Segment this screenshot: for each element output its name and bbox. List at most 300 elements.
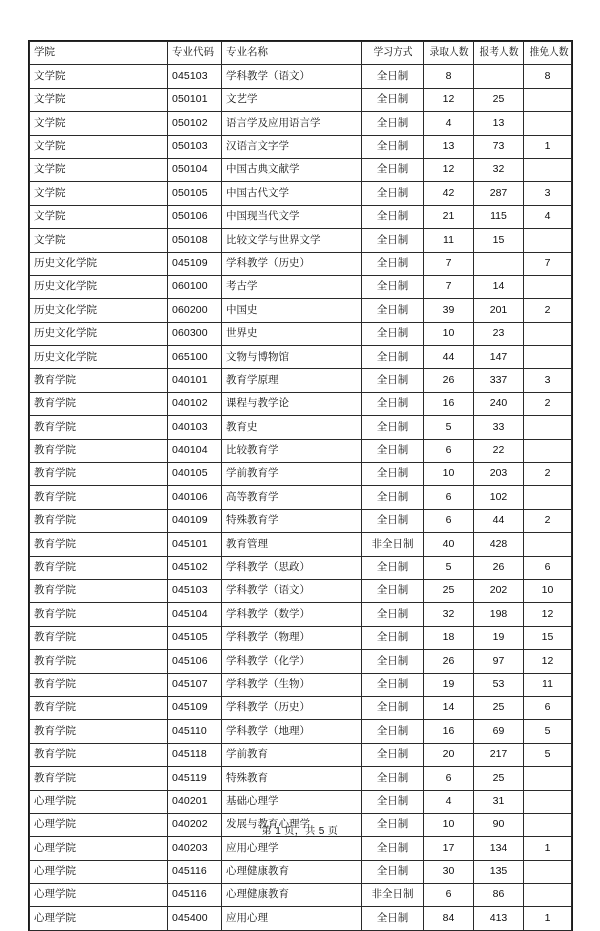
cell-exempt: 2: [524, 299, 572, 322]
admissions-table: [29, 41, 572, 931]
cell-mode: 全日制: [362, 626, 424, 649]
admissions-table-container: [29, 41, 571, 931]
cell-admit: 44: [424, 346, 474, 369]
cell-apply: 115: [474, 205, 524, 228]
cell-name: 心理健康教育: [222, 884, 362, 907]
cell-college: 教育学院: [30, 463, 168, 486]
table-row: [30, 369, 572, 392]
cell-apply: 337: [474, 369, 524, 392]
cell-apply: 25: [474, 88, 524, 111]
cell-college: 文学院: [30, 135, 168, 158]
cell-mode: 全日制: [362, 416, 424, 439]
cell-name: 中国史: [222, 299, 362, 322]
cell-admit: 7: [424, 252, 474, 275]
cell-apply: 134: [474, 837, 524, 860]
column-header-admitted-count-label: 录取人数: [429, 46, 469, 59]
cell-name: 比较文学与世界文学: [222, 229, 362, 252]
cell-admit: 6: [424, 486, 474, 509]
cell-mode: 全日制: [362, 392, 424, 415]
cell-apply: 26: [474, 556, 524, 579]
cell-exempt: 4: [524, 205, 572, 228]
table-row: [30, 229, 572, 252]
table-header-row: [30, 42, 572, 65]
cell-code: 045116: [168, 860, 222, 883]
cell-code: 045109: [168, 696, 222, 719]
cell-admit: 8: [424, 65, 474, 88]
cell-code: 050101: [168, 88, 222, 111]
cell-admit: 10: [424, 322, 474, 345]
cell-code: 045103: [168, 65, 222, 88]
cell-college: 教育学院: [30, 696, 168, 719]
cell-admit: 6: [424, 509, 474, 532]
cell-mode: 全日制: [362, 650, 424, 673]
table-row: [30, 790, 572, 813]
column-header-study-mode: [362, 42, 424, 65]
table-row: [30, 860, 572, 883]
table-row: [30, 88, 572, 111]
cell-exempt: [524, 112, 572, 135]
cell-admit: 10: [424, 813, 474, 836]
cell-code: 060200: [168, 299, 222, 322]
cell-college: 教育学院: [30, 369, 168, 392]
cell-apply: 202: [474, 579, 524, 602]
cell-name: 发展与教育心理学: [222, 813, 362, 836]
cell-exempt: 2: [524, 509, 572, 532]
table-row: [30, 346, 572, 369]
cell-admit: 18: [424, 626, 474, 649]
table-row: [30, 720, 572, 743]
cell-code: 050106: [168, 205, 222, 228]
table-row: [30, 696, 572, 719]
cell-mode: 全日制: [362, 158, 424, 181]
cell-college: 历史文化学院: [30, 299, 168, 322]
cell-code: 060100: [168, 275, 222, 298]
cell-code: 040202: [168, 813, 222, 836]
cell-college: 文学院: [30, 88, 168, 111]
cell-apply: 203: [474, 463, 524, 486]
column-header-applicant-count-label: 报考人数: [479, 46, 519, 59]
cell-admit: 26: [424, 650, 474, 673]
cell-name: 学科教学（语文）: [222, 579, 362, 602]
cell-mode: 全日制: [362, 696, 424, 719]
cell-admit: 42: [424, 182, 474, 205]
cell-admit: 12: [424, 158, 474, 181]
table-row: [30, 322, 572, 345]
cell-admit: 39: [424, 299, 474, 322]
cell-apply: [474, 65, 524, 88]
cell-code: 050103: [168, 135, 222, 158]
cell-exempt: [524, 88, 572, 111]
cell-exempt: [524, 790, 572, 813]
cell-exempt: [524, 486, 572, 509]
cell-admit: 13: [424, 135, 474, 158]
cell-mode: 全日制: [362, 837, 424, 860]
cell-mode: 全日制: [362, 299, 424, 322]
table-row: [30, 533, 572, 556]
cell-apply: 287: [474, 182, 524, 205]
cell-code: 040105: [168, 463, 222, 486]
cell-apply: 135: [474, 860, 524, 883]
table-row: [30, 509, 572, 532]
cell-exempt: 3: [524, 369, 572, 392]
cell-mode: 全日制: [362, 205, 424, 228]
cell-name: 学科教学（历史）: [222, 252, 362, 275]
cell-admit: 11: [424, 229, 474, 252]
table-row: [30, 252, 572, 275]
cell-admit: 17: [424, 837, 474, 860]
cell-mode: 全日制: [362, 275, 424, 298]
cell-code: 040103: [168, 416, 222, 439]
cell-code: 045105: [168, 626, 222, 649]
cell-name: 中国现当代文学: [222, 205, 362, 228]
cell-mode: 全日制: [362, 112, 424, 135]
cell-admit: 32: [424, 603, 474, 626]
cell-admit: 12: [424, 88, 474, 111]
cell-admit: 4: [424, 790, 474, 813]
cell-college: 心理学院: [30, 790, 168, 813]
cell-code: 040109: [168, 509, 222, 532]
cell-exempt: 1: [524, 135, 572, 158]
cell-exempt: [524, 275, 572, 298]
cell-code: 050108: [168, 229, 222, 252]
cell-code: 040201: [168, 790, 222, 813]
cell-exempt: [524, 767, 572, 790]
cell-name: 语言学及应用语言学: [222, 112, 362, 135]
cell-college: 教育学院: [30, 579, 168, 602]
cell-code: 040106: [168, 486, 222, 509]
table-row: [30, 182, 572, 205]
cell-college: 教育学院: [30, 650, 168, 673]
cell-exempt: [524, 439, 572, 462]
cell-apply: 198: [474, 603, 524, 626]
cell-mode: 非全日制: [362, 884, 424, 907]
table-row: [30, 907, 572, 930]
cell-name: 学科教学（地理）: [222, 720, 362, 743]
table-row: [30, 743, 572, 766]
cell-mode: 全日制: [362, 439, 424, 462]
table-row: [30, 158, 572, 181]
table-row: [30, 205, 572, 228]
cell-apply: 102: [474, 486, 524, 509]
cell-name: 学科教学（物理）: [222, 626, 362, 649]
cell-college: 教育学院: [30, 626, 168, 649]
cell-name: 世界史: [222, 322, 362, 345]
cell-code: 045107: [168, 673, 222, 696]
cell-apply: 33: [474, 416, 524, 439]
cell-admit: 14: [424, 696, 474, 719]
table-row: [30, 579, 572, 602]
cell-exempt: [524, 322, 572, 345]
cell-college: 心理学院: [30, 837, 168, 860]
cell-apply: 428: [474, 533, 524, 556]
cell-admit: 6: [424, 884, 474, 907]
cell-exempt: 8: [524, 65, 572, 88]
cell-mode: 全日制: [362, 579, 424, 602]
table-row: [30, 65, 572, 88]
cell-mode: 全日制: [362, 65, 424, 88]
column-header-recommended-exempt-count-label: 推免人数: [529, 46, 569, 59]
cell-code: 040104: [168, 439, 222, 462]
cell-mode: 全日制: [362, 767, 424, 790]
cell-code: 045102: [168, 556, 222, 579]
cell-name: 文物与博物馆: [222, 346, 362, 369]
cell-admit: 16: [424, 392, 474, 415]
cell-college: 文学院: [30, 112, 168, 135]
cell-apply: 19: [474, 626, 524, 649]
cell-college: 心理学院: [30, 813, 168, 836]
cell-apply: 201: [474, 299, 524, 322]
cell-college: 文学院: [30, 182, 168, 205]
table-row: [30, 884, 572, 907]
cell-apply: 69: [474, 720, 524, 743]
cell-admit: 7: [424, 275, 474, 298]
cell-apply: [474, 252, 524, 275]
cell-admit: 5: [424, 416, 474, 439]
cell-code: 045104: [168, 603, 222, 626]
cell-name: 特殊教育: [222, 767, 362, 790]
cell-exempt: 12: [524, 650, 572, 673]
table-row: [30, 767, 572, 790]
cell-college: 历史文化学院: [30, 322, 168, 345]
cell-name: 文艺学: [222, 88, 362, 111]
cell-name: 比较教育学: [222, 439, 362, 462]
cell-mode: 全日制: [362, 790, 424, 813]
cell-college: 教育学院: [30, 439, 168, 462]
cell-exempt: [524, 860, 572, 883]
cell-exempt: [524, 884, 572, 907]
cell-apply: 22: [474, 439, 524, 462]
cell-mode: 全日制: [362, 486, 424, 509]
table-row: [30, 673, 572, 696]
cell-code: 050102: [168, 112, 222, 135]
cell-apply: 217: [474, 743, 524, 766]
cell-apply: 25: [474, 767, 524, 790]
cell-apply: 15: [474, 229, 524, 252]
cell-exempt: 1: [524, 837, 572, 860]
column-header-applicant-count: [474, 42, 524, 65]
cell-code: 050105: [168, 182, 222, 205]
cell-mode: 全日制: [362, 346, 424, 369]
cell-name: 教育学原理: [222, 369, 362, 392]
cell-admit: 26: [424, 369, 474, 392]
cell-code: 045400: [168, 907, 222, 930]
table-row: [30, 603, 572, 626]
cell-college: 历史文化学院: [30, 346, 168, 369]
cell-apply: 31: [474, 790, 524, 813]
cell-code: 045101: [168, 533, 222, 556]
cell-name: 高等教育学: [222, 486, 362, 509]
cell-college: 教育学院: [30, 533, 168, 556]
cell-code: 040102: [168, 392, 222, 415]
cell-exempt: 10: [524, 579, 572, 602]
cell-mode: 全日制: [362, 135, 424, 158]
cell-code: 050104: [168, 158, 222, 181]
cell-mode: 全日制: [362, 229, 424, 252]
cell-college: 教育学院: [30, 392, 168, 415]
column-header-major-name-label: 专业名称: [226, 46, 268, 59]
cell-college: 文学院: [30, 158, 168, 181]
cell-mode: 全日制: [362, 369, 424, 392]
cell-name: 学科教学（思政）: [222, 556, 362, 579]
cell-college: 教育学院: [30, 509, 168, 532]
cell-name: 教育管理: [222, 533, 362, 556]
cell-mode: 全日制: [362, 907, 424, 930]
cell-mode: 全日制: [362, 509, 424, 532]
cell-admit: 4: [424, 112, 474, 135]
cell-college: 心理学院: [30, 907, 168, 930]
cell-exempt: [524, 533, 572, 556]
cell-code: 065100: [168, 346, 222, 369]
cell-mode: 全日制: [362, 743, 424, 766]
cell-name: 学前教育: [222, 743, 362, 766]
cell-apply: 32: [474, 158, 524, 181]
cell-admit: 40: [424, 533, 474, 556]
cell-college: 心理学院: [30, 884, 168, 907]
cell-exempt: 2: [524, 392, 572, 415]
cell-college: 教育学院: [30, 720, 168, 743]
cell-name: 学科教学（数学）: [222, 603, 362, 626]
cell-admit: 20: [424, 743, 474, 766]
cell-mode: 全日制: [362, 860, 424, 883]
column-header-college-label: 学院: [34, 46, 55, 59]
cell-exempt: 7: [524, 252, 572, 275]
cell-college: 教育学院: [30, 416, 168, 439]
cell-name: 教育史: [222, 416, 362, 439]
column-header-recommended-exempt-count: [524, 42, 572, 65]
cell-apply: 97: [474, 650, 524, 673]
cell-mode: 非全日制: [362, 533, 424, 556]
cell-exempt: [524, 346, 572, 369]
cell-college: 教育学院: [30, 486, 168, 509]
table-row: [30, 275, 572, 298]
cell-college: 历史文化学院: [30, 275, 168, 298]
cell-college: 文学院: [30, 229, 168, 252]
cell-exempt: 6: [524, 696, 572, 719]
cell-name: 心理健康教育: [222, 860, 362, 883]
cell-name: 中国古典文献学: [222, 158, 362, 181]
cell-apply: 53: [474, 673, 524, 696]
cell-name: 学科教学（语文）: [222, 65, 362, 88]
cell-name: 课程与教学论: [222, 392, 362, 415]
page-footer: 第 1 页，共 5 页: [261, 826, 339, 837]
table-body: [30, 65, 572, 930]
cell-admit: 6: [424, 767, 474, 790]
table-row: [30, 299, 572, 322]
cell-code: 045119: [168, 767, 222, 790]
cell-apply: 44: [474, 509, 524, 532]
cell-code: 045118: [168, 743, 222, 766]
column-header-major-code: [168, 42, 222, 65]
cell-name: 考古学: [222, 275, 362, 298]
column-header-major-code-label: 专业代码: [172, 46, 214, 59]
column-header-college: [30, 42, 168, 65]
cell-college: 文学院: [30, 205, 168, 228]
cell-college: 教育学院: [30, 556, 168, 579]
table-row: [30, 486, 572, 509]
cell-college: 心理学院: [30, 860, 168, 883]
cell-mode: 全日制: [362, 603, 424, 626]
cell-name: 应用心理学: [222, 837, 362, 860]
cell-exempt: 11: [524, 673, 572, 696]
cell-college: 历史文化学院: [30, 252, 168, 275]
cell-admit: 5: [424, 556, 474, 579]
cell-exempt: 5: [524, 743, 572, 766]
cell-mode: 全日制: [362, 252, 424, 275]
cell-admit: 25: [424, 579, 474, 602]
cell-college: 教育学院: [30, 767, 168, 790]
cell-apply: 240: [474, 392, 524, 415]
cell-apply: 25: [474, 696, 524, 719]
cell-mode: 全日制: [362, 720, 424, 743]
cell-exempt: [524, 416, 572, 439]
cell-admit: 84: [424, 907, 474, 930]
column-header-study-mode-label: 学习方式: [372, 46, 413, 59]
cell-exempt: 15: [524, 626, 572, 649]
cell-exempt: [524, 229, 572, 252]
cell-college: 教育学院: [30, 603, 168, 626]
cell-apply: 90: [474, 813, 524, 836]
table-row: [30, 392, 572, 415]
cell-mode: 全日制: [362, 673, 424, 696]
cell-name: 中国古代文学: [222, 182, 362, 205]
cell-apply: 23: [474, 322, 524, 345]
cell-college: 文学院: [30, 65, 168, 88]
cell-exempt: 2: [524, 463, 572, 486]
cell-apply: 147: [474, 346, 524, 369]
cell-apply: 413: [474, 907, 524, 930]
table-row: [30, 112, 572, 135]
cell-name: 特殊教育学: [222, 509, 362, 532]
cell-code: 045109: [168, 252, 222, 275]
cell-name: 应用心理: [222, 907, 362, 930]
column-header-admitted-count: [424, 42, 474, 65]
table-row: [30, 135, 572, 158]
cell-admit: 6: [424, 439, 474, 462]
cell-name: 学科教学（历史）: [222, 696, 362, 719]
cell-exempt: 12: [524, 603, 572, 626]
cell-name: 学科教学（生物）: [222, 673, 362, 696]
table-row: [30, 837, 572, 860]
cell-mode: 全日制: [362, 88, 424, 111]
cell-admit: 16: [424, 720, 474, 743]
cell-name: 学科教学（化学）: [222, 650, 362, 673]
cell-admit: 21: [424, 205, 474, 228]
cell-apply: 73: [474, 135, 524, 158]
cell-code: 060300: [168, 322, 222, 345]
cell-admit: 10: [424, 463, 474, 486]
cell-exempt: 5: [524, 720, 572, 743]
cell-mode: 全日制: [362, 813, 424, 836]
cell-name: 汉语言文字学: [222, 135, 362, 158]
cell-mode: 全日制: [362, 463, 424, 486]
cell-mode: 全日制: [362, 556, 424, 579]
table-row: [30, 556, 572, 579]
cell-mode: 全日制: [362, 322, 424, 345]
table-row: [30, 416, 572, 439]
cell-code: 040203: [168, 837, 222, 860]
cell-admit: 19: [424, 673, 474, 696]
cell-exempt: 3: [524, 182, 572, 205]
cell-exempt: 6: [524, 556, 572, 579]
cell-apply: 13: [474, 112, 524, 135]
cell-code: 045110: [168, 720, 222, 743]
cell-apply: 86: [474, 884, 524, 907]
cell-name: 学前教育学: [222, 463, 362, 486]
cell-exempt: [524, 158, 572, 181]
cell-admit: 30: [424, 860, 474, 883]
cell-code: 045103: [168, 579, 222, 602]
table-row: [30, 650, 572, 673]
